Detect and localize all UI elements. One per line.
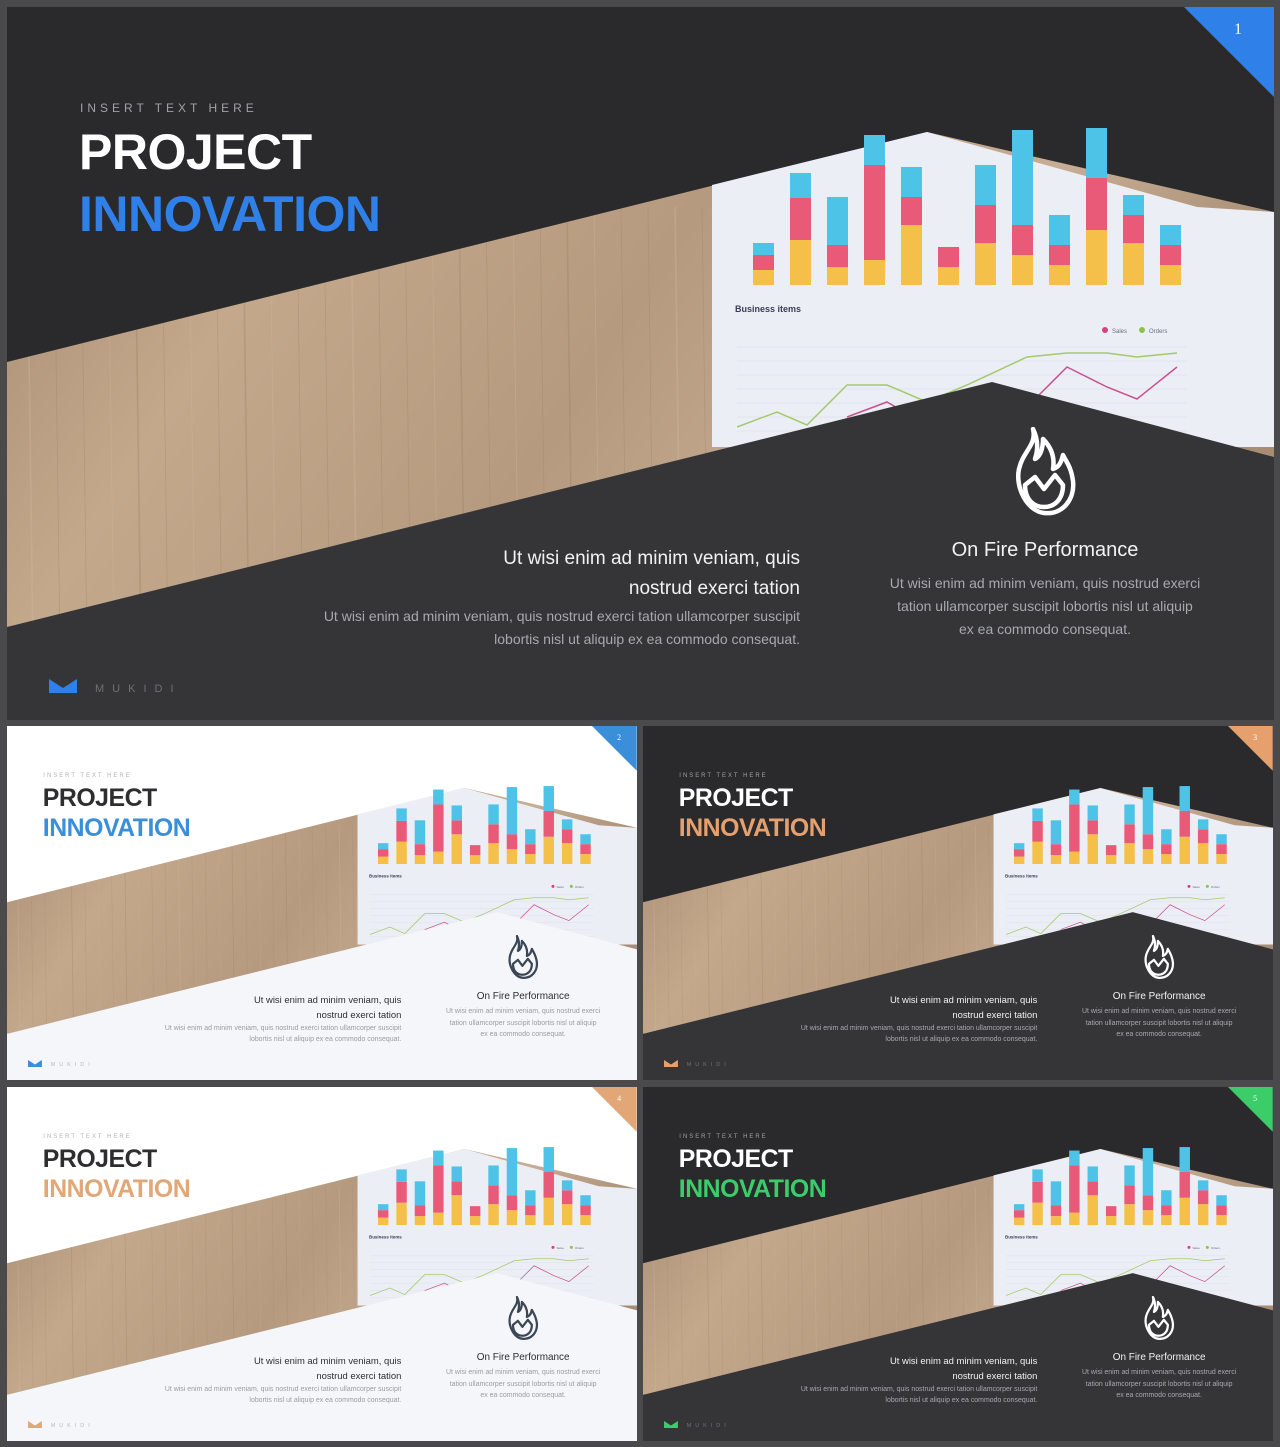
photo-bar-segment [1198,1190,1208,1204]
feature-text-line-2: tation ullamcorper suscipit lobortis nisl ut aliquip [449,1019,597,1027]
photo-bar-segment [864,260,885,285]
photo-bar-segment [433,1213,443,1225]
photo-bar-segment [562,1190,572,1204]
slide-5[interactable] [643,1087,1273,1441]
feature-text-line-1: Ut wisi enim ad minim veniam, quis nostrud exerci [1082,1369,1237,1377]
photo-bar-segment [1124,1204,1134,1225]
brand-name: MUKIDI [50,1423,94,1430]
feature-text-line-1: Ut wisi enim ad minim veniam, quis nostrud exerci [1082,1008,1237,1016]
photo-bar-segment [1161,829,1171,844]
photo-bar-segment [1032,842,1042,864]
photo-bar-segment [1069,852,1079,864]
photo-bar-segment [396,1182,406,1203]
headline-line-2: nostrud exerci tation [316,1009,402,1021]
slide-number-tag [592,726,637,776]
headline-line-2: nostrud exerci tation [628,578,800,599]
slide-number-tag [1184,7,1274,102]
flame-icon [1142,1296,1175,1341]
photo-bar-segment [790,173,811,198]
body-line-1: Ut wisi enim ad minim veniam, quis nostrud exerci tation ullamcorper suscipit [323,608,800,624]
photo-bar-segment [580,854,590,864]
photo-bar-segment [1124,843,1134,864]
photo-bar-segment [1216,1205,1226,1215]
photo-legend-orders: Orders [574,884,584,889]
photo-bar-segment [1012,130,1033,225]
title-line-2: INNOVATION [79,186,381,242]
photo-bar-segment [1088,805,1098,820]
title-line-1: PROJECT [678,1144,793,1173]
photo-bar-segment [507,1148,517,1195]
photo-bar-segment [1180,786,1190,811]
slide-number: 3 [1253,732,1258,742]
flame-icon [506,1296,539,1341]
insert-text-label: INSERT TEXT HERE [679,1133,768,1140]
photo-legend-orders: Orders [1210,1245,1220,1250]
photo-bar-segment [562,819,572,829]
photo-bar-segment [433,790,443,805]
slide-number: 1 [1234,21,1242,38]
photo-bar-segment [415,1181,425,1205]
mukidi-logo-icon [664,1060,678,1067]
body-line-2: lobortis nisl ut aliquip ex ea commodo consequat. [885,1397,1038,1405]
feature-text-line-2: tation ullamcorper suscipit lobortis nisl ut aliquip [449,1380,597,1388]
insert-text-label: INSERT TEXT HERE [679,772,768,779]
photo-bar-segment [544,1198,554,1225]
photo-bar-segment [1198,819,1208,829]
photo-bar-segment [507,787,517,834]
slide-3[interactable] [643,726,1273,1080]
slide-4[interactable] [7,1087,637,1441]
photo-bar-segment [1180,1172,1190,1198]
body-line-1: Ut wisi enim ad minim veniam, quis nostrud exerci tation ullamcorper suscipit [164,1385,402,1393]
headline-line-1: Ut wisi enim ad minim veniam, quis [253,1356,402,1367]
photo-bar-segment [827,197,848,245]
photo-bar-segment [488,1165,498,1185]
photo-bar-segment [396,1169,406,1181]
photo-bar-segment [1032,1182,1042,1203]
photo-bar-segment [488,1204,498,1225]
mukidi-logo-icon [28,1421,42,1428]
photo-bar-segment [562,1204,572,1225]
title-line-1: PROJECT [79,124,312,180]
photo-bar-segment [1124,1165,1134,1185]
photo-bar-segment [1198,843,1208,864]
photo-bar-segment [544,837,554,864]
title-line-1: PROJECT [42,1144,157,1173]
photo-bar-segment [470,845,480,855]
photo-bar-segment [1088,1181,1098,1195]
photo-bar-segment [580,1205,590,1215]
photo-bar-segment [1161,1205,1171,1215]
photo-bar-segment [901,197,922,225]
body-line-2: lobortis nisl ut aliquip ex ea commodo consequat. [885,1036,1038,1044]
feature-title: On Fire Performance [476,990,570,1002]
photo-bar-segment [901,167,922,197]
photo-bar-segment [1198,1204,1208,1225]
photo-bar-segment [378,843,388,849]
photo-legend-orders: Orders [1149,329,1168,335]
photo-bar-segment [1161,844,1171,854]
photo-bar-segment [1069,1165,1079,1212]
flame-icon [1142,935,1175,980]
photo-bar-segment [938,267,959,285]
photo-bar-segment [1069,804,1079,851]
photo-bar-segment [1051,1205,1061,1216]
feature-title: On Fire Performance [1112,990,1206,1002]
photo-bar-segment [1106,855,1116,864]
feature-title: On Fire Performance [951,539,1139,561]
photo-bar-segment [488,804,498,824]
photo-bar-segment [433,852,443,864]
photo-legend-sales: Sales [1192,1245,1200,1250]
flame-icon [506,935,539,980]
photo-bar-segment [1051,1181,1061,1205]
photo-bar-segment [525,1215,535,1225]
feature-text-line-3: ex ea commodo consequat. [1116,1031,1202,1039]
photo-bar-segment [1049,265,1070,285]
brand-name: MUKIDI [686,1062,730,1069]
headline-line-2: nostrud exerci tation [952,1370,1038,1382]
photo-bar-segment [580,1195,590,1205]
photo-bar-segment [580,834,590,844]
photo-bar-segment [1032,1203,1042,1225]
photo-bar-segment [415,1205,425,1216]
photo-bar-segment [470,1206,480,1216]
photo-bar-segment [1216,844,1226,854]
body-line-1: Ut wisi enim ad minim veniam, quis nostrud exerci tation ullamcorper suscipit [800,1385,1038,1393]
brand-name: MUKIDI [50,1062,94,1069]
photo-bar-segment [452,1195,462,1225]
feature-text-line-2: tation ullamcorper suscipit lobortis nisl ut aliquip [897,598,1193,614]
photo-bar-segment [1143,834,1153,849]
photo-bar-segment [525,1205,535,1215]
photo-bar-segment [1180,1147,1190,1172]
mukidi-logo-icon [28,1060,42,1067]
photo-bar-segment [1160,225,1181,245]
photo-bar-segment [1086,178,1107,230]
slide-number: 2 [617,732,622,742]
feature-text-line-3: ex ea commodo consequat. [1116,1392,1202,1400]
photo-bar-segment [1143,1195,1153,1210]
photo-bar-segment [433,804,443,851]
feature-text-line-1: Ut wisi enim ad minim veniam, quis nostrud exerci [889,575,1201,591]
photo-bar-segment [378,1204,388,1210]
photo-bar-segment [1160,265,1181,285]
photo-bar-segment [1198,829,1208,843]
photo-legend-sales: Sales [1112,329,1128,335]
photo-chart-title: Business items [1004,873,1038,879]
photo-bar-segment [1106,1216,1116,1225]
photo-bar-segment [396,1203,406,1225]
feature-text-line-3: ex ea commodo consequat. [959,621,1131,637]
mukidi-logo-icon [49,679,77,693]
slide-1[interactable] [7,7,1274,720]
brand-name: MUKIDI [95,683,182,695]
photo-bar-segment [790,198,811,240]
photo-bar-segment [1106,1206,1116,1216]
insert-text-label: INSERT TEXT HERE [43,1133,132,1140]
photo-bar-segment [415,855,425,864]
photo-bar-segment [864,165,885,260]
photo-bar-segment [827,245,848,267]
photo-bar-segment [1086,128,1107,178]
headline-line-1: Ut wisi enim ad minim veniam, quis [503,548,800,569]
photo-bar-segment [433,1165,443,1212]
photo-bar-segment [452,820,462,834]
feature-text-line-3: ex ea commodo consequat. [480,1392,566,1400]
photo-bar-segment [544,1147,554,1172]
photo-bar-segment [1051,844,1061,855]
photo-bar-segment [975,165,996,205]
photo-bar-segment [827,267,848,285]
feature-text-line-2: tation ullamcorper suscipit lobortis nisl ut aliquip [1085,1019,1233,1027]
photo-bar-segment [1014,1210,1024,1217]
photo-bar-segment [470,1216,480,1225]
photo-bar-segment [378,1218,388,1225]
photo-bar-segment [1124,804,1134,824]
photo-bar-segment [415,820,425,844]
brand-name: MUKIDI [686,1423,730,1430]
photo-bar-segment [1069,1151,1079,1166]
photo-bar-segment [525,854,535,864]
photo-bar-segment [1160,245,1181,265]
photo-bar-segment [433,1151,443,1166]
photo-bar-segment [507,849,517,864]
body-line-1: Ut wisi enim ad minim veniam, quis nostrud exerci tation ullamcorper suscipit [800,1024,1038,1032]
photo-legend-sales: Sales [556,884,564,889]
photo-bar-segment [378,1210,388,1217]
photo-bar-segment [452,1181,462,1195]
insert-text-label: INSERT TEXT HERE [80,101,258,115]
photo-bar-segment [864,135,885,165]
photo-bar-segment [1014,1218,1024,1225]
photo-bar-segment [975,205,996,243]
feature-text-line-1: Ut wisi enim ad minim veniam, quis nostrud exerci [446,1008,601,1016]
photo-bar-segment [790,240,811,285]
photo-bar-segment [1216,1195,1226,1205]
photo-legend-sales: Sales [556,1245,564,1250]
photo-bar-segment [1014,849,1024,856]
photo-chart-title: Business items [368,873,402,879]
slide-number-tag [1228,726,1273,776]
title-line-2: INNOVATION [42,1175,191,1204]
photo-bar-segment [1051,855,1061,864]
title-line-1: PROJECT [678,783,793,812]
corner-triangle-icon [592,726,637,771]
flame-icon [1011,427,1077,517]
body-line-2: lobortis nisl ut aliquip ex ea commodo consequat. [249,1397,402,1405]
headline-line-1: Ut wisi enim ad minim veniam, quis [253,995,402,1006]
slide-number-tag [1228,1087,1273,1137]
photo-bar-segment [1014,843,1024,849]
photo-bar-segment [753,255,774,270]
photo-bar-segment [415,1216,425,1225]
title-line-1: PROJECT [42,783,157,812]
photo-bar-segment [1180,811,1190,837]
photo-bar-segment [525,1190,535,1205]
photo-bar-segment [1069,1213,1079,1225]
photo-bar-segment [452,834,462,864]
photo-legend-orders: Orders [574,1245,584,1250]
photo-bar-segment [1216,1215,1226,1225]
photo-bar-segment [1123,243,1144,285]
photo-bar-segment [1032,1169,1042,1181]
title-line-2: INNOVATION [678,1175,827,1204]
photo-bar-segment [1161,1190,1171,1205]
photo-bar-segment [1032,808,1042,820]
photo-bar-segment [1216,854,1226,864]
photo-bar-segment [1032,821,1042,842]
photo-chart-title: Business items [368,1234,402,1240]
photo-bar-segment [1051,1216,1061,1225]
slide-number-tag [592,1087,637,1137]
photo-bar-segment [562,829,572,843]
photo-bar-segment [1088,820,1098,834]
corner-triangle-icon [1228,1087,1273,1132]
headline-line-1: Ut wisi enim ad minim veniam, quis [889,995,1038,1006]
photo-bar-segment [1180,837,1190,864]
photo-bar-segment [1143,787,1153,834]
photo-bar-segment [562,1180,572,1190]
body-line-2: lobortis nisl ut aliquip ex ea commodo consequat. [494,631,800,647]
photo-chart-title: Business items [1004,1234,1038,1240]
photo-bar-segment [1180,1198,1190,1225]
feature-text-line-3: ex ea commodo consequat. [480,1031,566,1039]
photo-bar-segment [1124,824,1134,843]
title-line-2: INNOVATION [678,814,827,843]
corner-triangle-icon [592,1087,637,1132]
title-line-2: INNOVATION [42,814,191,843]
photo-bar-segment [525,829,535,844]
photo-bar-segment [488,843,498,864]
photo-bar-segment [938,247,959,267]
photo-bar-segment [396,842,406,864]
photo-bar-segment [1143,849,1153,864]
photo-bar-segment [452,1166,462,1181]
headline-line-2: nostrud exerci tation [316,1370,402,1382]
photo-chart-title: Business items [735,304,802,314]
headline-line-1: Ut wisi enim ad minim veniam, quis [889,1356,1038,1367]
photo-bar-segment [753,270,774,285]
photo-bar-segment [1069,790,1079,805]
photo-legend-orders: Orders [1210,884,1220,889]
photo-bar-segment [544,786,554,811]
photo-bar-segment [1086,230,1107,285]
photo-bar-segment [507,1195,517,1210]
photo-bar-segment [507,1210,517,1225]
body-line-2: lobortis nisl ut aliquip ex ea commodo consequat. [249,1036,402,1044]
photo-bar-segment [562,843,572,864]
photo-bar-segment [396,808,406,820]
photo-bar-segment [1124,1185,1134,1204]
photo-bar-segment [488,1185,498,1204]
photo-bar-segment [1014,857,1024,864]
photo-bar-segment [1143,1148,1153,1195]
photo-bar-segment [580,1215,590,1225]
feature-text-line-1: Ut wisi enim ad minim veniam, quis nostrud exerci [446,1369,601,1377]
photo-bar-segment [1216,834,1226,844]
insert-text-label: INSERT TEXT HERE [43,772,132,779]
corner-triangle-icon [1184,7,1274,97]
photo-bar-segment [1106,845,1116,855]
photo-legend-sales: Sales [1192,884,1200,889]
photo-bar-segment [1051,820,1061,844]
photo-bar-segment [378,849,388,856]
photo-bar-segment [415,844,425,855]
photo-bar-segment [1049,215,1070,245]
photo-bar-segment [1012,225,1033,255]
photo-bar-segment [452,805,462,820]
photo-bar-segment [1049,245,1070,265]
slide-2[interactable] [7,726,637,1080]
feature-text-line-2: tation ullamcorper suscipit lobortis nisl ut aliquip [1085,1380,1233,1388]
photo-bar-segment [1123,195,1144,215]
slide-number: 5 [1253,1093,1258,1103]
photo-bar-segment [525,844,535,854]
body-line-1: Ut wisi enim ad minim veniam, quis nostrud exerci tation ullamcorper suscipit [164,1024,402,1032]
photo-bar-segment [1198,1180,1208,1190]
photo-bar-segment [1088,834,1098,864]
photo-bar-segment [488,824,498,843]
photo-bar-segment [396,821,406,842]
corner-triangle-icon [1228,726,1273,771]
photo-bar-segment [1014,1204,1024,1210]
slide-number: 4 [617,1093,622,1103]
photo-bar-segment [1161,1215,1171,1225]
photo-bar-segment [544,811,554,837]
photo-bar-segment [901,225,922,285]
photo-bar-segment [1012,255,1033,285]
photo-bar-segment [507,834,517,849]
photo-bar-segment [378,857,388,864]
photo-bar-segment [1088,1195,1098,1225]
photo-bar-segment [544,1172,554,1198]
photo-bar-segment [1143,1210,1153,1225]
photo-bar-segment [1088,1166,1098,1181]
feature-title: On Fire Performance [1112,1351,1206,1363]
photo-bar-segment [975,243,996,285]
headline-line-2: nostrud exerci tation [952,1009,1038,1021]
feature-title: On Fire Performance [476,1351,570,1363]
photo-bar-segment [580,844,590,854]
photo-bar-segment [1123,215,1144,243]
photo-bar-segment [470,855,480,864]
photo-bar-segment [1161,854,1171,864]
mukidi-logo-icon [664,1421,678,1428]
photo-bar-segment [753,243,774,255]
